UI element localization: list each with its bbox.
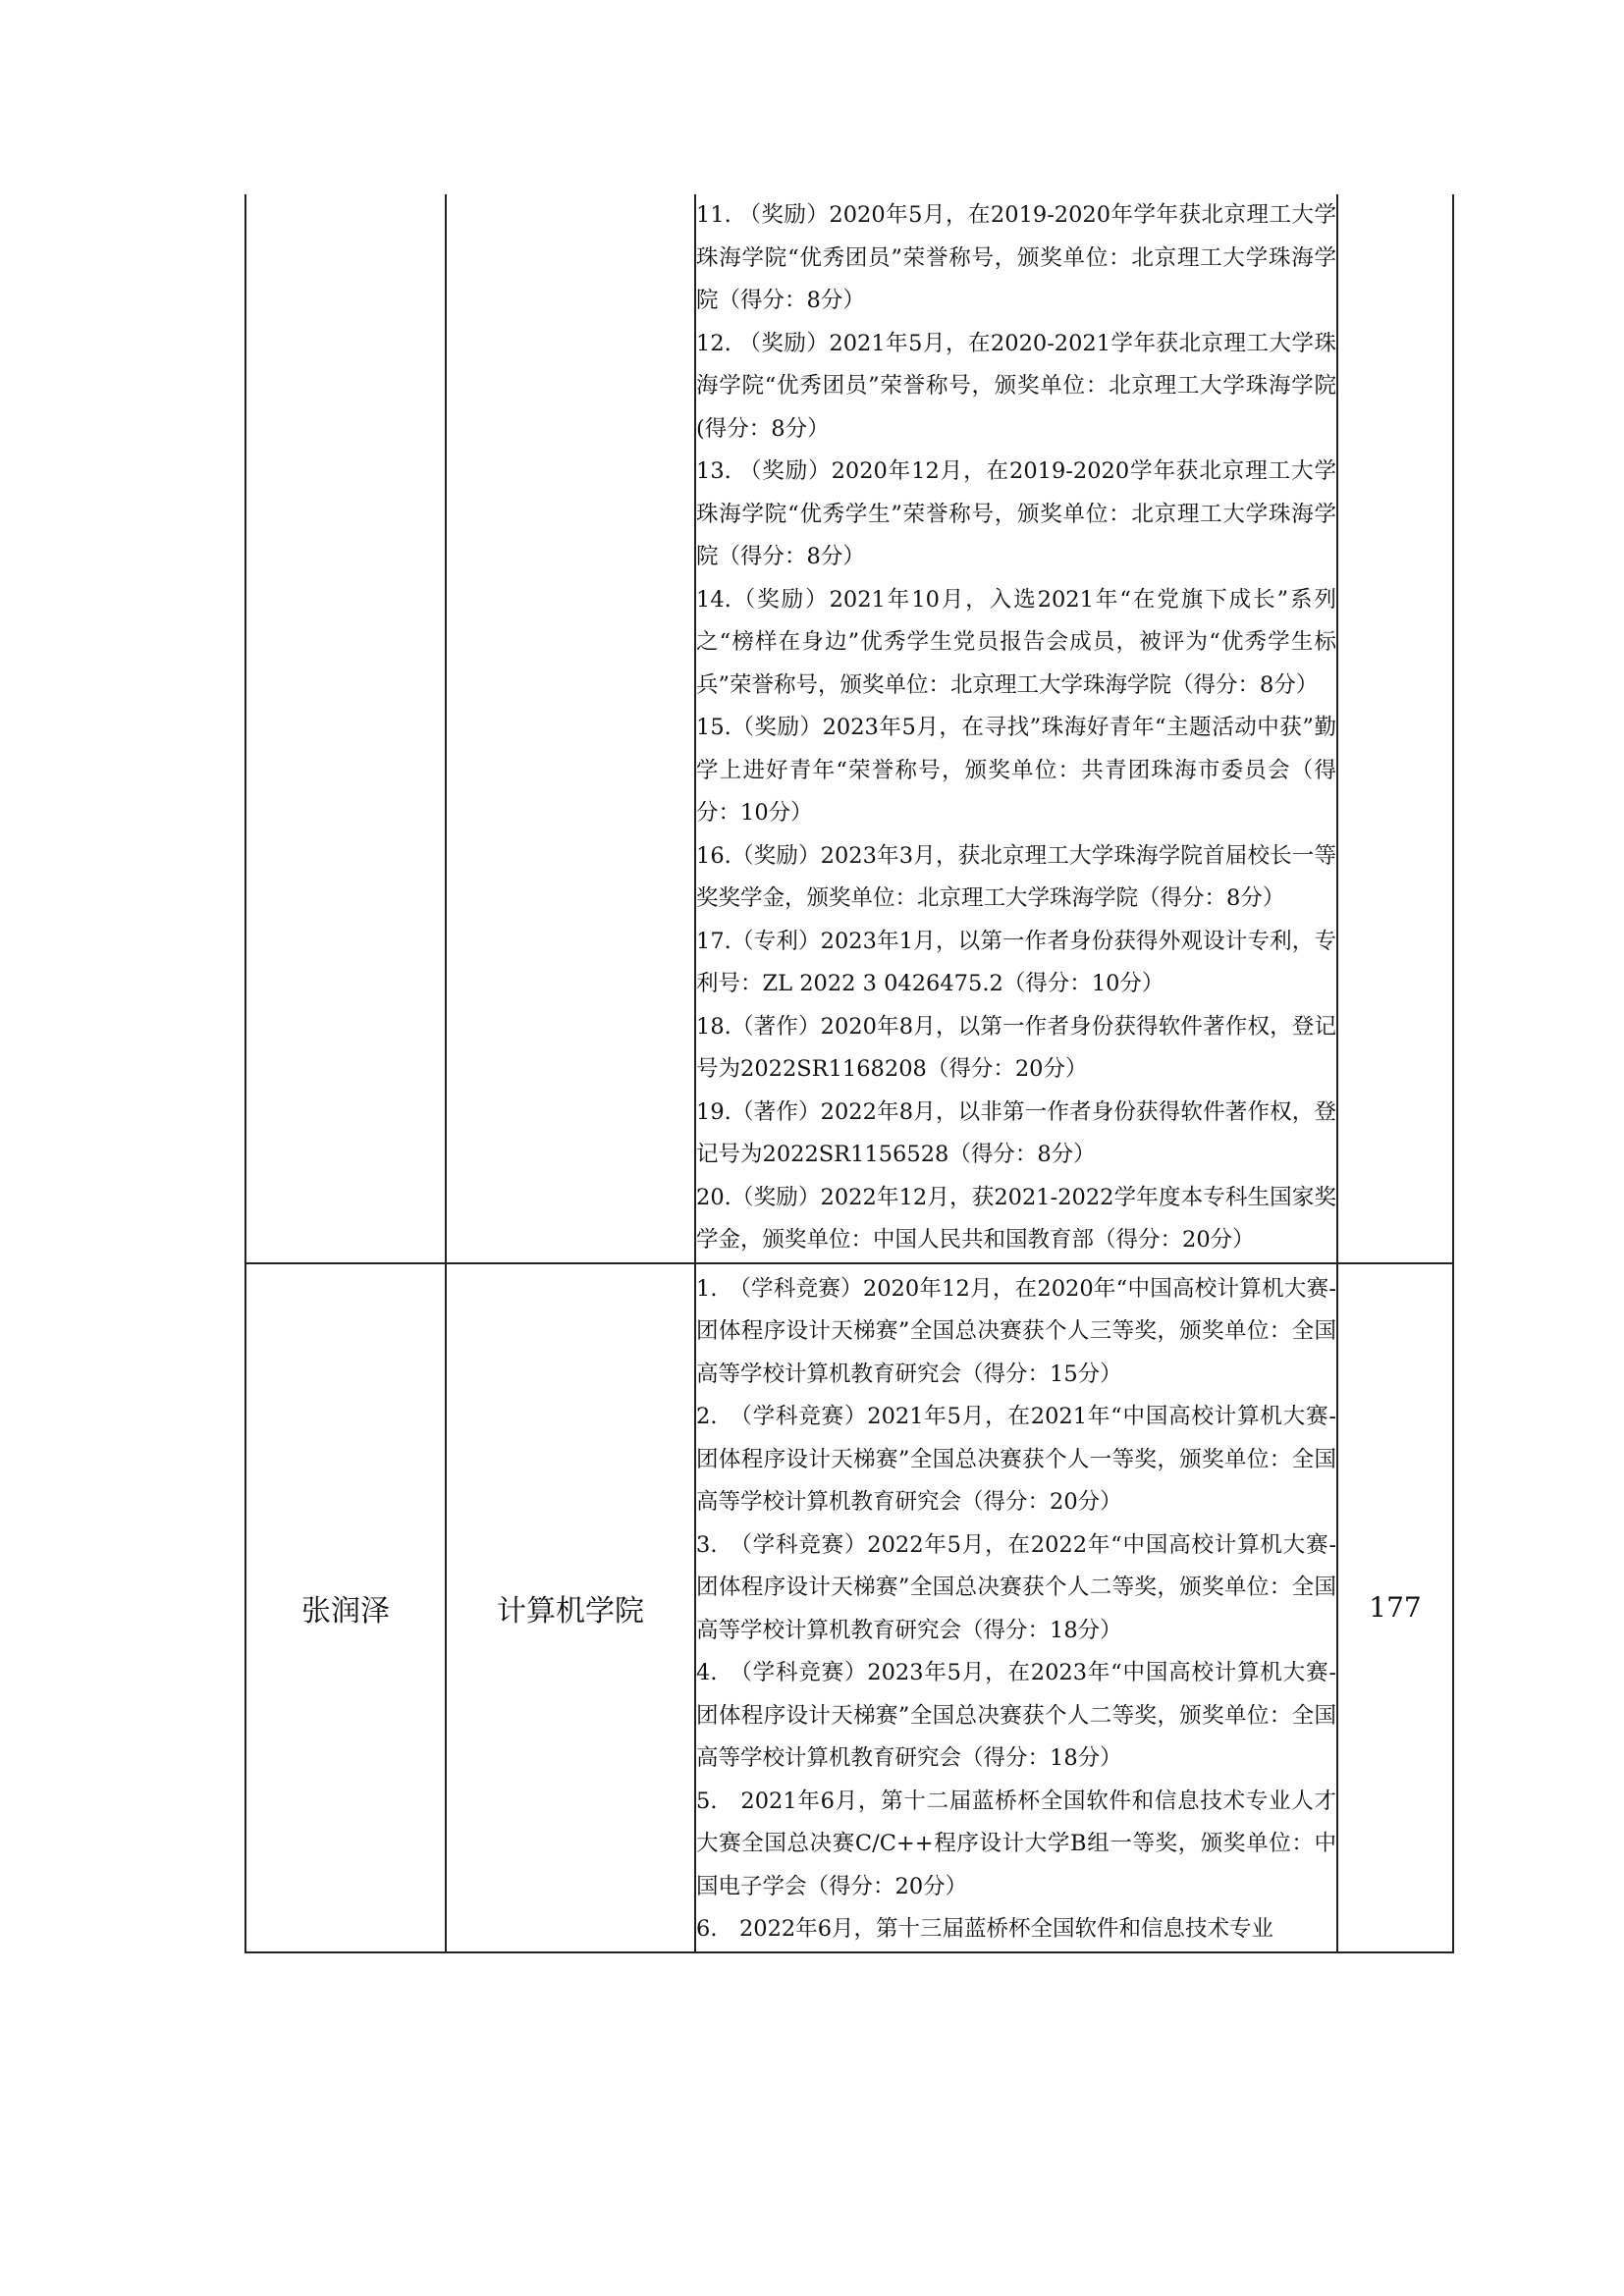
award-entry: 18.（著作）2020年8月，以第一作者身份获得软件著作权，登记号为2022SR1168208（得分：20分） bbox=[696, 1013, 1336, 1082]
award-details-cell bbox=[695, 1263, 1337, 1952]
award-entry: 13. （奖励）2020年12月，在2019-2020学年获北京理工大学珠海学院“优秀学生”荣誉称号，颁奖单位：北京理工大学珠海学院（得分：8分） bbox=[696, 458, 1336, 569]
award-entry: 14.（奖励）2021年10月，入选2021年“在党旗下成长”系列之“榜样在身边”优秀学生党员报告会成员，被评为“优秀学生标兵”荣誉称号，颁奖单位：北京理工大学珠海学院（得分：8分） bbox=[696, 586, 1336, 698]
total-score-cell bbox=[1337, 194, 1453, 1263]
award-entry: 17.（专利）2023年1月，以第一作者身份获得外观设计专利，专利号：ZL 2022 3 0426475.2（得分：10分） bbox=[696, 928, 1336, 996]
table-row-continuation bbox=[245, 194, 1453, 1263]
college-cell: 计算机学院 bbox=[446, 1263, 695, 1952]
college-cell bbox=[446, 194, 695, 1263]
award-entry: 15.（奖励）2023年5月，在寻找”珠海好青年“主题活动中获”勤学上进好青年“荣誉称号，颁奖单位：共青团珠海市委员会（得分：10分） bbox=[696, 715, 1336, 826]
award-entry: 2. （学科竞赛）2021年5月，在2021年“中国高校计算机大赛-团体程序设计天梯赛”全国总决赛获个人一等奖，颁奖单位：全国高等学校计算机教育研究会（得分：20分） bbox=[696, 1404, 1336, 1515]
student-name-cell bbox=[245, 194, 446, 1263]
award-entry: 6. 2022年6月，第十三届蓝桥杯全国软件和信息技术专业 bbox=[696, 1916, 1274, 1942]
award-entry: 20.（奖励）2022年12月，获2021-2022学年度本专科生国家奖学金，颁奖单位：中国人民共和国教育部（得分：20分） bbox=[696, 1184, 1336, 1253]
total-score-cell: 177 bbox=[1337, 1263, 1453, 1952]
award-entry: 16.（奖励）2023年3月，获北京理工大学珠海学院首届校长一等奖奖学金，颁奖单位：北京理工大学珠海学院（得分：8分） bbox=[696, 842, 1336, 911]
table-row-student bbox=[245, 1263, 1453, 1952]
award-entry: 3. （学科竞赛）2022年5月，在2022年“中国高校计算机大赛-团体程序设计天梯赛”全国总决赛获个人二等奖，颁奖单位：全国高等学校计算机教育研究会（得分：18分） bbox=[696, 1531, 1336, 1643]
student-name-cell: 张润泽 bbox=[245, 1263, 446, 1952]
award-entry: 5. 2021年6月，第十二届蓝桥杯全国软件和信息技术专业人才大赛全国总决赛C/C++程序设计大学B组一等奖，颁奖单位：中国电子学会（得分：20分） bbox=[696, 1788, 1336, 1899]
award-entry: 12. （奖励）2021年5月，在2020-2021学年获北京理工大学珠海学院“优秀团员”荣誉称号，颁奖单位：北京理工大学珠海学院(得分：8分） bbox=[696, 330, 1336, 442]
award-entry: 19.（著作）2022年8月，以非第一作者身份获得软件著作权，登记号为2022SR1156528（得分：8分） bbox=[696, 1098, 1336, 1167]
award-entry: 4. （学科竞赛）2023年5月，在2023年“中国高校计算机大赛-团体程序设计天梯赛”全国总决赛获个人二等奖，颁奖单位：全国高等学校计算机教育研究会（得分：18分） bbox=[696, 1660, 1336, 1771]
award-entry: 11. （奖励）2020年5月，在2019-2020年学年获北京理工大学珠海学院“优秀团员”荣誉称号，颁奖单位：北京理工大学珠海学院（得分：8分） bbox=[696, 202, 1336, 313]
awards-table bbox=[244, 194, 1454, 1953]
award-entry: 1. （学科竞赛）2020年12月，在2020年“中国高校计算机大赛-团体程序设计天梯赛”全国总决赛获个人三等奖，颁奖单位：全国高等学校计算机教育研究会（得分：15分） bbox=[696, 1275, 1336, 1387]
award-details-cell bbox=[695, 194, 1337, 1263]
